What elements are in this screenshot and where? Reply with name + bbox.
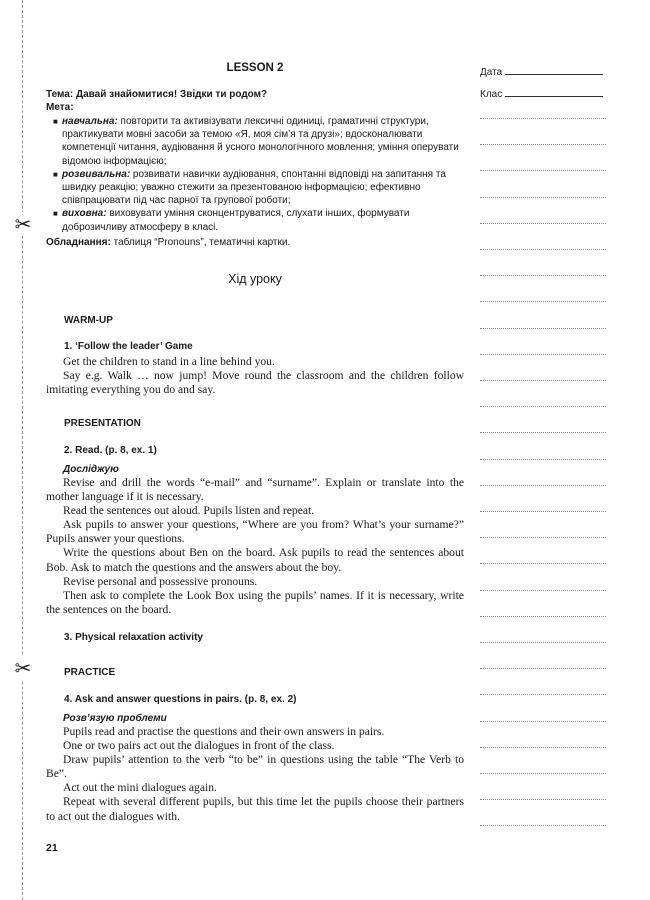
- goals-list: [46, 115, 464, 234]
- date-field[interactable]: [480, 66, 603, 78]
- paragraph: Ask pupils to answer your questions, “Where are you from? What’s your surname?” Pupils answer your questions.: [46, 518, 464, 546]
- paragraph: Repeat with several different pupils, but this time let the pupils choose their partners to act out the dialogues with.: [46, 795, 464, 823]
- note-line[interactable]: [480, 144, 606, 145]
- note-line[interactable]: [480, 275, 606, 276]
- read-subheading: Досліджую: [63, 464, 119, 475]
- section-presentation: PRESENTATION: [64, 418, 141, 429]
- paragraph: Then ask to complete the Look Box using the pupils’ names. If it is necessary, write the sentences on the board.: [46, 588, 464, 616]
- lesson-procedure-heading: Хід уроку: [228, 272, 282, 286]
- warmup-text: [46, 355, 464, 397]
- pairs-text: [46, 725, 464, 824]
- note-line[interactable]: [480, 301, 606, 302]
- note-line[interactable]: [480, 406, 606, 407]
- task-pairs: 4. Ask and answer questions in pairs. (p. 8, ex. 2): [64, 694, 297, 705]
- note-line[interactable]: [480, 328, 606, 329]
- date-line[interactable]: [505, 66, 603, 75]
- note-line[interactable]: [480, 511, 606, 512]
- pairs-block: [46, 713, 464, 824]
- note-line[interactable]: [480, 197, 606, 198]
- note-line[interactable]: [480, 773, 606, 774]
- note-line[interactable]: [480, 380, 606, 381]
- task-physical: 3. Physical relaxation activity: [64, 632, 203, 643]
- section-practice: PRACTICE: [64, 667, 116, 678]
- class-label: Клас: [480, 89, 503, 100]
- scissors-icon: ✂: [10, 656, 36, 680]
- bullet-square-icon: ■: [53, 117, 58, 126]
- note-line[interactable]: [480, 354, 606, 355]
- paragraph: Say e.g. Walk … now jump! Move round the classroom and the children follow imitating everything you do and say.: [46, 369, 464, 397]
- read-text: [46, 476, 464, 617]
- note-line[interactable]: [480, 485, 606, 486]
- paragraph: One or two pairs act out the dialogues in front of the class.: [63, 739, 335, 753]
- note-line[interactable]: [480, 459, 606, 460]
- class-field[interactable]: [480, 88, 603, 100]
- note-line[interactable]: [480, 721, 606, 722]
- lesson-topic: Тема: Давай знайомитися! Звідки ти родом?: [46, 89, 268, 100]
- bullet-square-icon: ■: [53, 169, 58, 179]
- paragraph: Read the sentences out aloud. Pupils listen and repeat.: [63, 504, 315, 518]
- lesson-plan: [46, 62, 464, 823]
- note-line[interactable]: [480, 537, 606, 538]
- note-line[interactable]: [480, 747, 606, 748]
- note-line[interactable]: [480, 642, 606, 643]
- bullet-square-icon: ■: [53, 209, 58, 219]
- pairs-subheading: Розв’язую проблеми: [63, 713, 167, 724]
- equipment: Обладнання: таблиця “Pronouns”, тематичні картки.: [46, 236, 291, 248]
- paragraph: Get the children to stand in a line behind you.: [63, 355, 275, 368]
- goals-label: Мета:: [46, 102, 74, 113]
- paragraph: Revise personal and possessive pronouns.: [63, 574, 258, 588]
- task-read: 2. Read. (p. 8, ex. 1): [64, 445, 157, 456]
- scissors-icon: ✂: [10, 212, 36, 236]
- note-line[interactable]: [480, 170, 606, 171]
- goal-item: ■ виховна: виховувати уміння сконцентруватися, слухати інших, формувати доброзичливу атмосферу в класі.: [53, 208, 410, 233]
- notes-column: [480, 0, 630, 900]
- note-line[interactable]: [480, 118, 606, 119]
- page-number: 21: [46, 842, 58, 854]
- read-block: [46, 464, 464, 617]
- note-line[interactable]: [480, 694, 606, 695]
- section-warmup: WARM-UP: [64, 315, 113, 326]
- note-line[interactable]: [480, 799, 606, 800]
- class-line[interactable]: [505, 88, 603, 97]
- date-label: Дата: [480, 67, 503, 78]
- note-line[interactable]: [480, 223, 606, 224]
- task-follow-leader: 1. ‘Follow the leader’ Game: [64, 341, 193, 352]
- cut-line: [22, 0, 23, 900]
- note-line[interactable]: [480, 563, 606, 564]
- paragraph: Pupils read and practise the questions and their own answers in pairs.: [63, 725, 385, 738]
- note-line[interactable]: [480, 590, 606, 591]
- note-line[interactable]: [480, 432, 606, 433]
- goal-item: ■ розвивальна: розвивати навички аудіювання, спонтанні відповіді на запитання та швидку реакцію; уважно стежити за презентованою інформацією; ефективно співпрацювати під час парної та групової роботи;: [53, 168, 446, 207]
- paragraph: Revise and drill the words “e-mail” and “surname”. Explain or translate into the mother language if it is necessary.: [46, 476, 464, 504]
- note-line[interactable]: [480, 825, 606, 826]
- paragraph: Write the questions about Ben on the board. Ask pupils to read the sentences about Bob. Ask to match the questions and the answers about the boy.: [46, 546, 464, 574]
- lesson-title: LESSON 2: [226, 62, 284, 74]
- note-line[interactable]: [480, 616, 606, 617]
- note-line[interactable]: [480, 249, 606, 250]
- paragraph: Act out the mini dialogues again.: [63, 781, 217, 795]
- goal-item: ■ навчальна: повторити та активізувати лексичні одиниці, граматичні структури, практикувати мовні засоби за темою «Я, моя сім’я та друзі»; вдосконалювати компетенції читання, аудіювання й усного монологічного мовлення; уміння оперувати відомою інформацією;: [53, 116, 459, 167]
- note-line[interactable]: [480, 668, 606, 669]
- paragraph: Draw pupils’ attention to the verb “to be” in questions using the table “The Verb to Be”.: [46, 753, 464, 781]
